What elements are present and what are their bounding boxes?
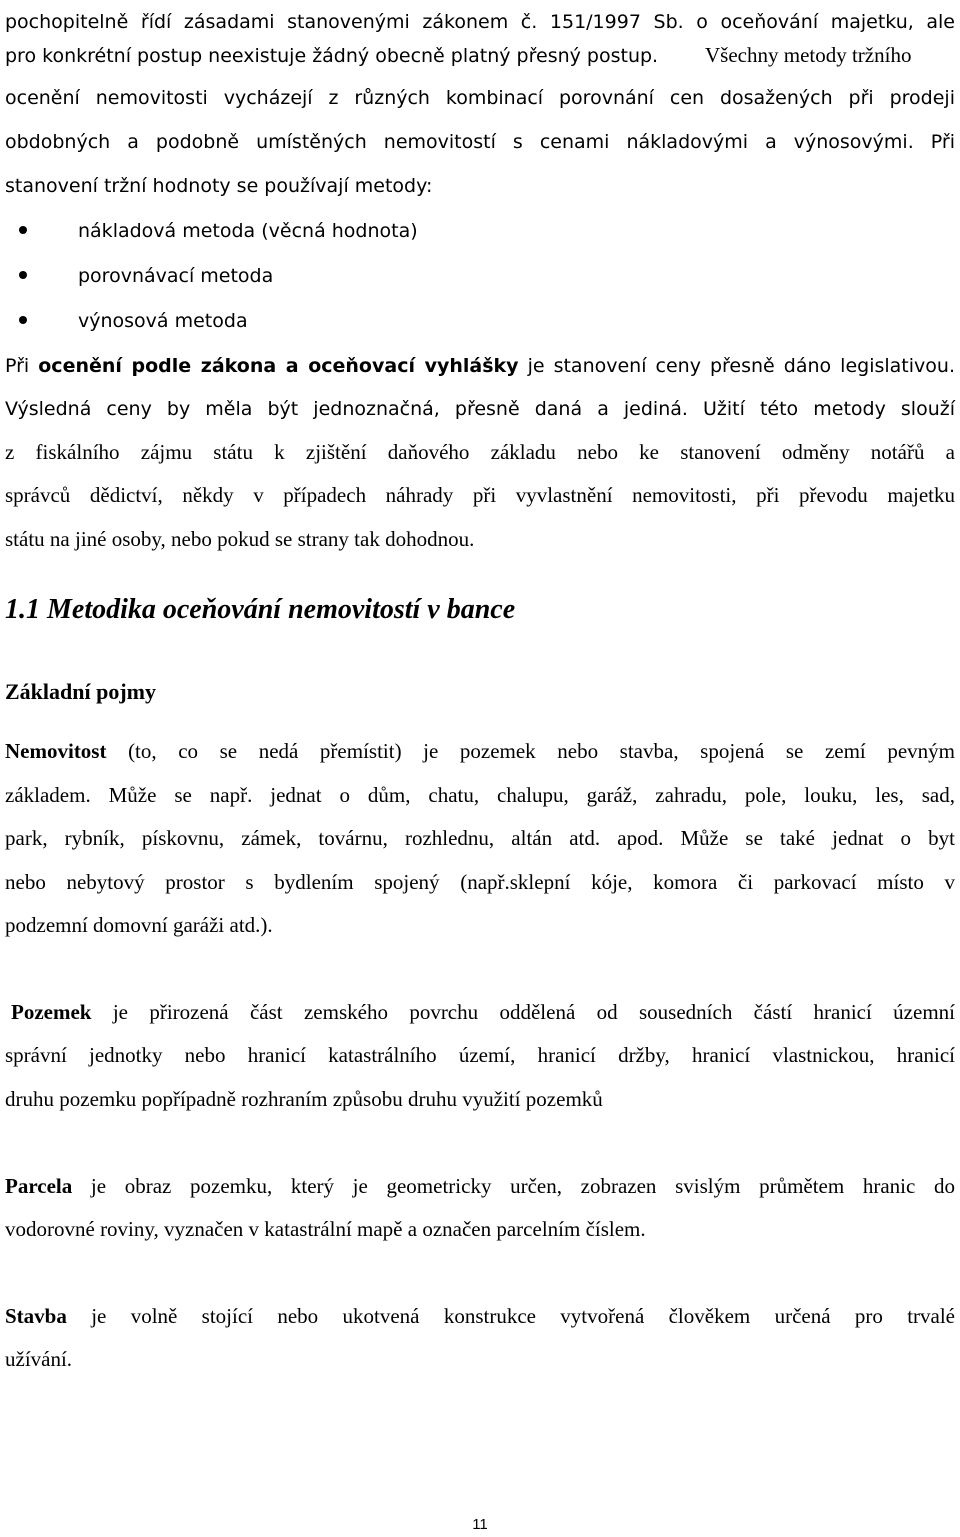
- paragraph-line: stanovení tržní hodnoty se používají metody:: [5, 175, 433, 197]
- bullet-icon: [19, 271, 27, 279]
- list-item: nákladová metoda (věcná hodnota): [5, 209, 955, 253]
- paragraph-line: Stavba je volně stojící nebo ukotvená konstrukce vytvořená člověkem určená pro trvalé: [5, 1304, 955, 1328]
- paragraph-line: základem. Může se např. jednat o dům, chatu, chalupu, garáž, zahradu, pole, louku, les, sad,: [5, 783, 955, 807]
- paragraph-line: ocenění nemovitosti vycházejí z různých kombinací porovnání cen dosažených při prodeji: [5, 87, 955, 109]
- paragraph-line: užívání.: [5, 1347, 73, 1371]
- paragraph-line: podzemní domovní garáži atd.).: [5, 913, 273, 937]
- term-parcela: Parcela: [5, 1174, 73, 1198]
- term-nemovitost: Nemovitost: [5, 739, 107, 763]
- paragraph-line: druhu pozemku popřípadně rozhraním způsobu druhu využití pozemků: [5, 1087, 603, 1111]
- paragraph-line: obdobných a podobně umístěných nemovitostí s cenami nákladovými a výnosovými. Při: [5, 131, 955, 153]
- paragraph-line: pochopitelně řídí zásadami stanovenými zákonem č. 151/1997 Sb. o oceňování majetku, ale: [5, 11, 955, 33]
- paragraph-line: Při ocenění podle zákona a oceňovací vyhlášky je stanovení ceny přesně dáno legislativou.: [5, 355, 955, 377]
- paragraph-line: správní jednotky nebo hranicí katastrálního území, hranicí držby, hranicí vlastnickou, hranicí: [5, 1043, 955, 1067]
- paragraph-line: Pozemek je přirozená část zemského povrchu oddělená od sousedních částí hranicí územní: [11, 1000, 955, 1024]
- list-item: výnosová metoda: [5, 299, 955, 343]
- paragraph-line: vodorovné roviny, vyznačen v katastrální mapě a označen parcelním číslem.: [5, 1217, 646, 1241]
- paragraph-line: Parcela je obraz pozemku, který je geometricky určen, zobrazen svislým průmětem hranic do: [5, 1174, 955, 1198]
- section-heading: 1.1 Metodika oceňování nemovitostí v bance: [5, 594, 516, 625]
- term-stavba: Stavba: [5, 1304, 67, 1328]
- paragraph-line: Nemovitost (to, co se nedá přemístit) je pozemek nebo stavba, spojená se zemí pevným: [5, 739, 955, 763]
- paragraph-line: Výsledná ceny by měla být jednoznačná, přesně daná a jediná. Užití této metody slouží: [5, 398, 955, 420]
- list-item: porovnávací metoda: [5, 254, 955, 298]
- term-pozemek: Pozemek: [11, 1000, 92, 1024]
- paragraph-line: park, rybník, pískovnu, zámek, továrnu, rozhlednu, altán atd. apod. Může se také jednat o byt: [5, 826, 955, 850]
- paragraph-line: správců dědictví, někdy v případech náhrady při vyvlastnění nemovitosti, při převodu majetku: [5, 483, 955, 507]
- bullet-icon: [19, 226, 27, 234]
- paragraph-line: státu na jiné osoby, nebo pokud se strany tak dohodnou.: [5, 527, 475, 551]
- paragraph-line: z fiskálního zájmu státu k zjištění daňového základu nebo ke stanovení odměny notářů a: [5, 440, 955, 464]
- page-number: 11: [472, 1516, 488, 1533]
- subsection-heading: Základní pojmy: [5, 679, 156, 704]
- bullet-icon: [19, 316, 27, 324]
- paragraph-line: pro konkrétní postup neexistuje žádný obecně platný přesný postup. Všechny metody tržního: [5, 43, 912, 67]
- paragraph-line: nebo nebytový prostor s bydlením spojený (např.sklepní kóje, komora či parkovací místo v: [5, 870, 955, 894]
